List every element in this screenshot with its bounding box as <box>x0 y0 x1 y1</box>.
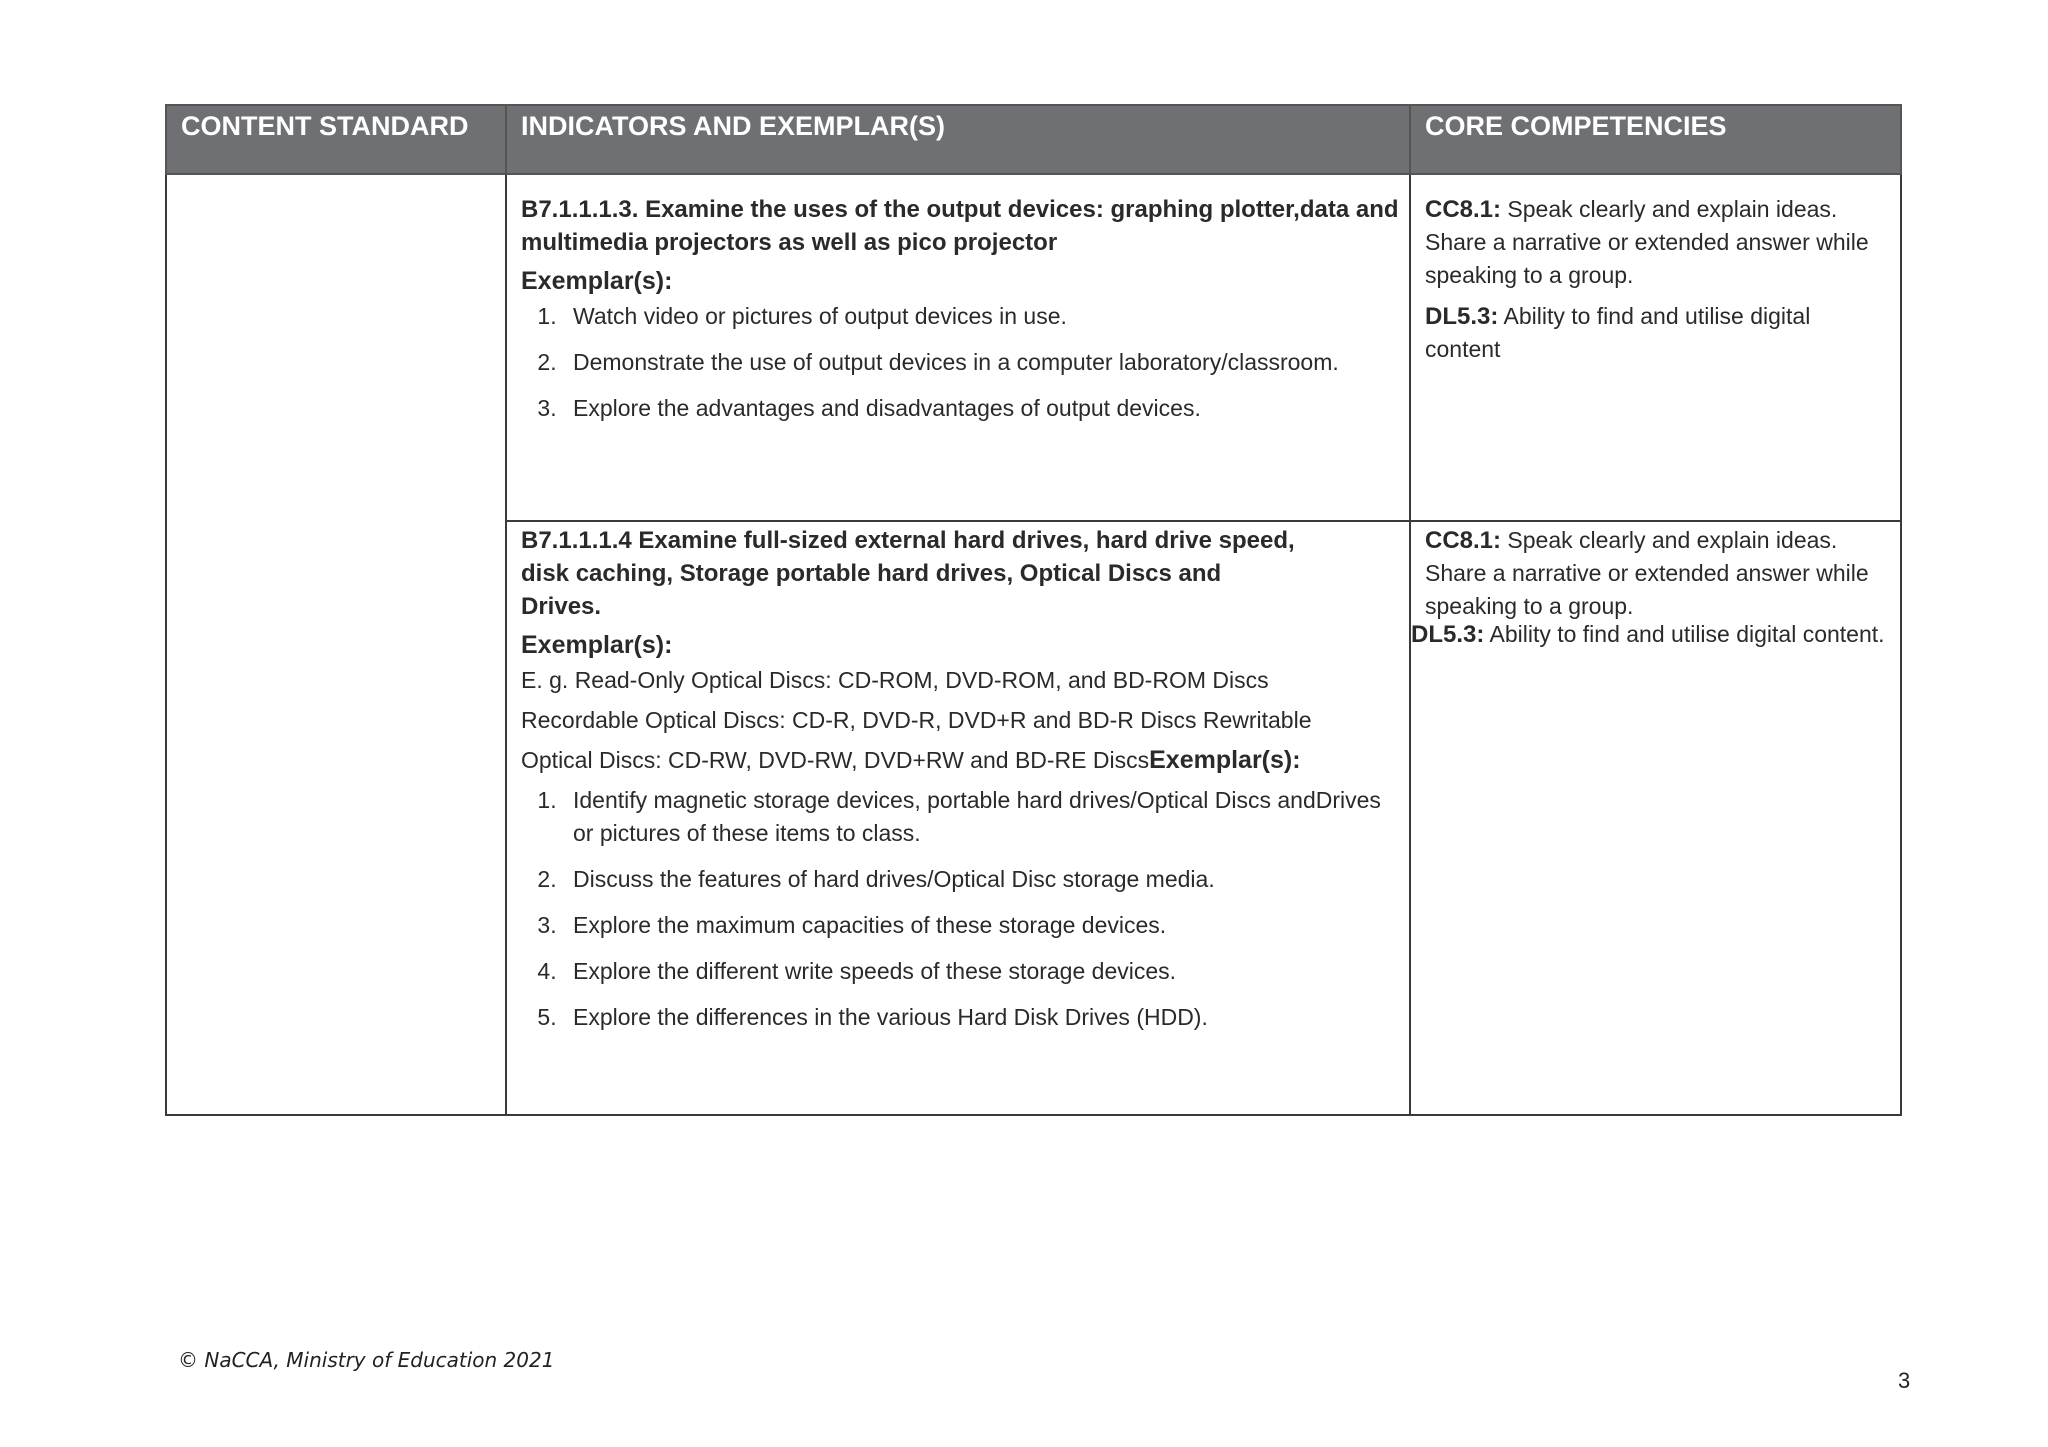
footer-copyright: © NaCCA, Ministry of Education 2021 <box>178 1348 555 1372</box>
exemplar-line <box>521 744 1399 777</box>
content-standard-cell <box>166 174 506 1115</box>
competency-item <box>1411 623 1890 646</box>
list-item: 1. Identify magnetic storage devices, portable hard drives/Optical Discs andDrives or pictures of these items to class. <box>563 784 1399 850</box>
header-content-standard: CONTENT STANDARD <box>166 105 506 174</box>
indicator-cell <box>506 174 1410 521</box>
competency-item <box>1425 193 1890 292</box>
competency-code: DL5.3: <box>1411 621 1485 648</box>
list-item: 2. Discuss the features of hard drives/Optical Disc storage media. <box>563 863 1399 896</box>
indicator-title: B7.1.1.1.3. Examine the uses of the output devices: graphing plotter,data and multimedia projectors as well as pico projector <box>521 196 1399 256</box>
list-item: 1. Watch video or pictures of output devices in use. <box>563 300 1399 333</box>
competencies-cell <box>1410 521 1901 1115</box>
competency-item <box>1425 524 1890 623</box>
list-item: 5. Explore the differences in the various Hard Disk Drives (HDD). <box>563 1001 1399 1034</box>
competency-text: Speak clearly and explain ideas. Share a narrative or extended answer while speaking to a group. <box>1425 196 1869 288</box>
list-item: 3. Explore the advantages and disadvantages of output devices. <box>563 392 1399 425</box>
competency-text: Ability to find and utilise digital content <box>1425 303 1811 362</box>
competency-item <box>1425 300 1890 366</box>
inline-exemplar-heading: Exemplar(s): <box>1149 746 1301 774</box>
competencies-cell <box>1410 174 1901 521</box>
competency-text: Speak clearly and explain ideas. Share a narrative or extended answer while speaking to a group. <box>1425 527 1869 619</box>
competency-code: CC8.1: <box>1425 527 1502 554</box>
exemplar-heading: Exemplar(s): <box>521 267 673 295</box>
list-item: 4. Explore the different write speeds of these storage devices. <box>563 955 1399 988</box>
competency-text: Ability to find and utilise digital content. <box>1484 621 1885 647</box>
curriculum-table <box>165 104 1902 1116</box>
indicator-title: B7.1.1.1.4 Examine full-sized external hard drives, hard drive speed, disk caching, Storage portable hard drives, Optical Discs and Drives. <box>521 527 1295 620</box>
exemplar-list <box>521 784 1399 1034</box>
exemplar-list <box>521 300 1399 425</box>
list-item: 2. Demonstrate the use of output devices in a computer laboratory/classroom. <box>563 346 1399 379</box>
exemplar-heading: Exemplar(s): <box>521 631 673 659</box>
indicator-cell <box>506 521 1410 1115</box>
exemplar-line: Recordable Optical Discs: CD-R, DVD-R, DVD+R and BD-R Discs Rewritable <box>521 707 1312 733</box>
competency-code: DL5.3: <box>1425 303 1499 330</box>
exemplar-line-text: Optical Discs: CD-RW, DVD-RW, DVD+RW and BD-RE Discs <box>521 747 1150 773</box>
header-indicators: INDICATORS AND EXEMPLAR(S) <box>506 105 1410 174</box>
list-item: 3. Explore the maximum capacities of these storage devices. <box>563 909 1399 942</box>
table-row <box>166 174 1901 521</box>
table-header-row <box>166 105 1901 174</box>
competency-code: CC8.1: <box>1425 196 1502 223</box>
exemplar-line: E. g. Read-Only Optical Discs: CD-ROM, DVD-ROM, and BD-ROM Discs <box>521 667 1269 693</box>
page-number: 3 <box>1898 1368 1911 1393</box>
header-core-competencies: CORE COMPETENCIES <box>1410 105 1901 174</box>
